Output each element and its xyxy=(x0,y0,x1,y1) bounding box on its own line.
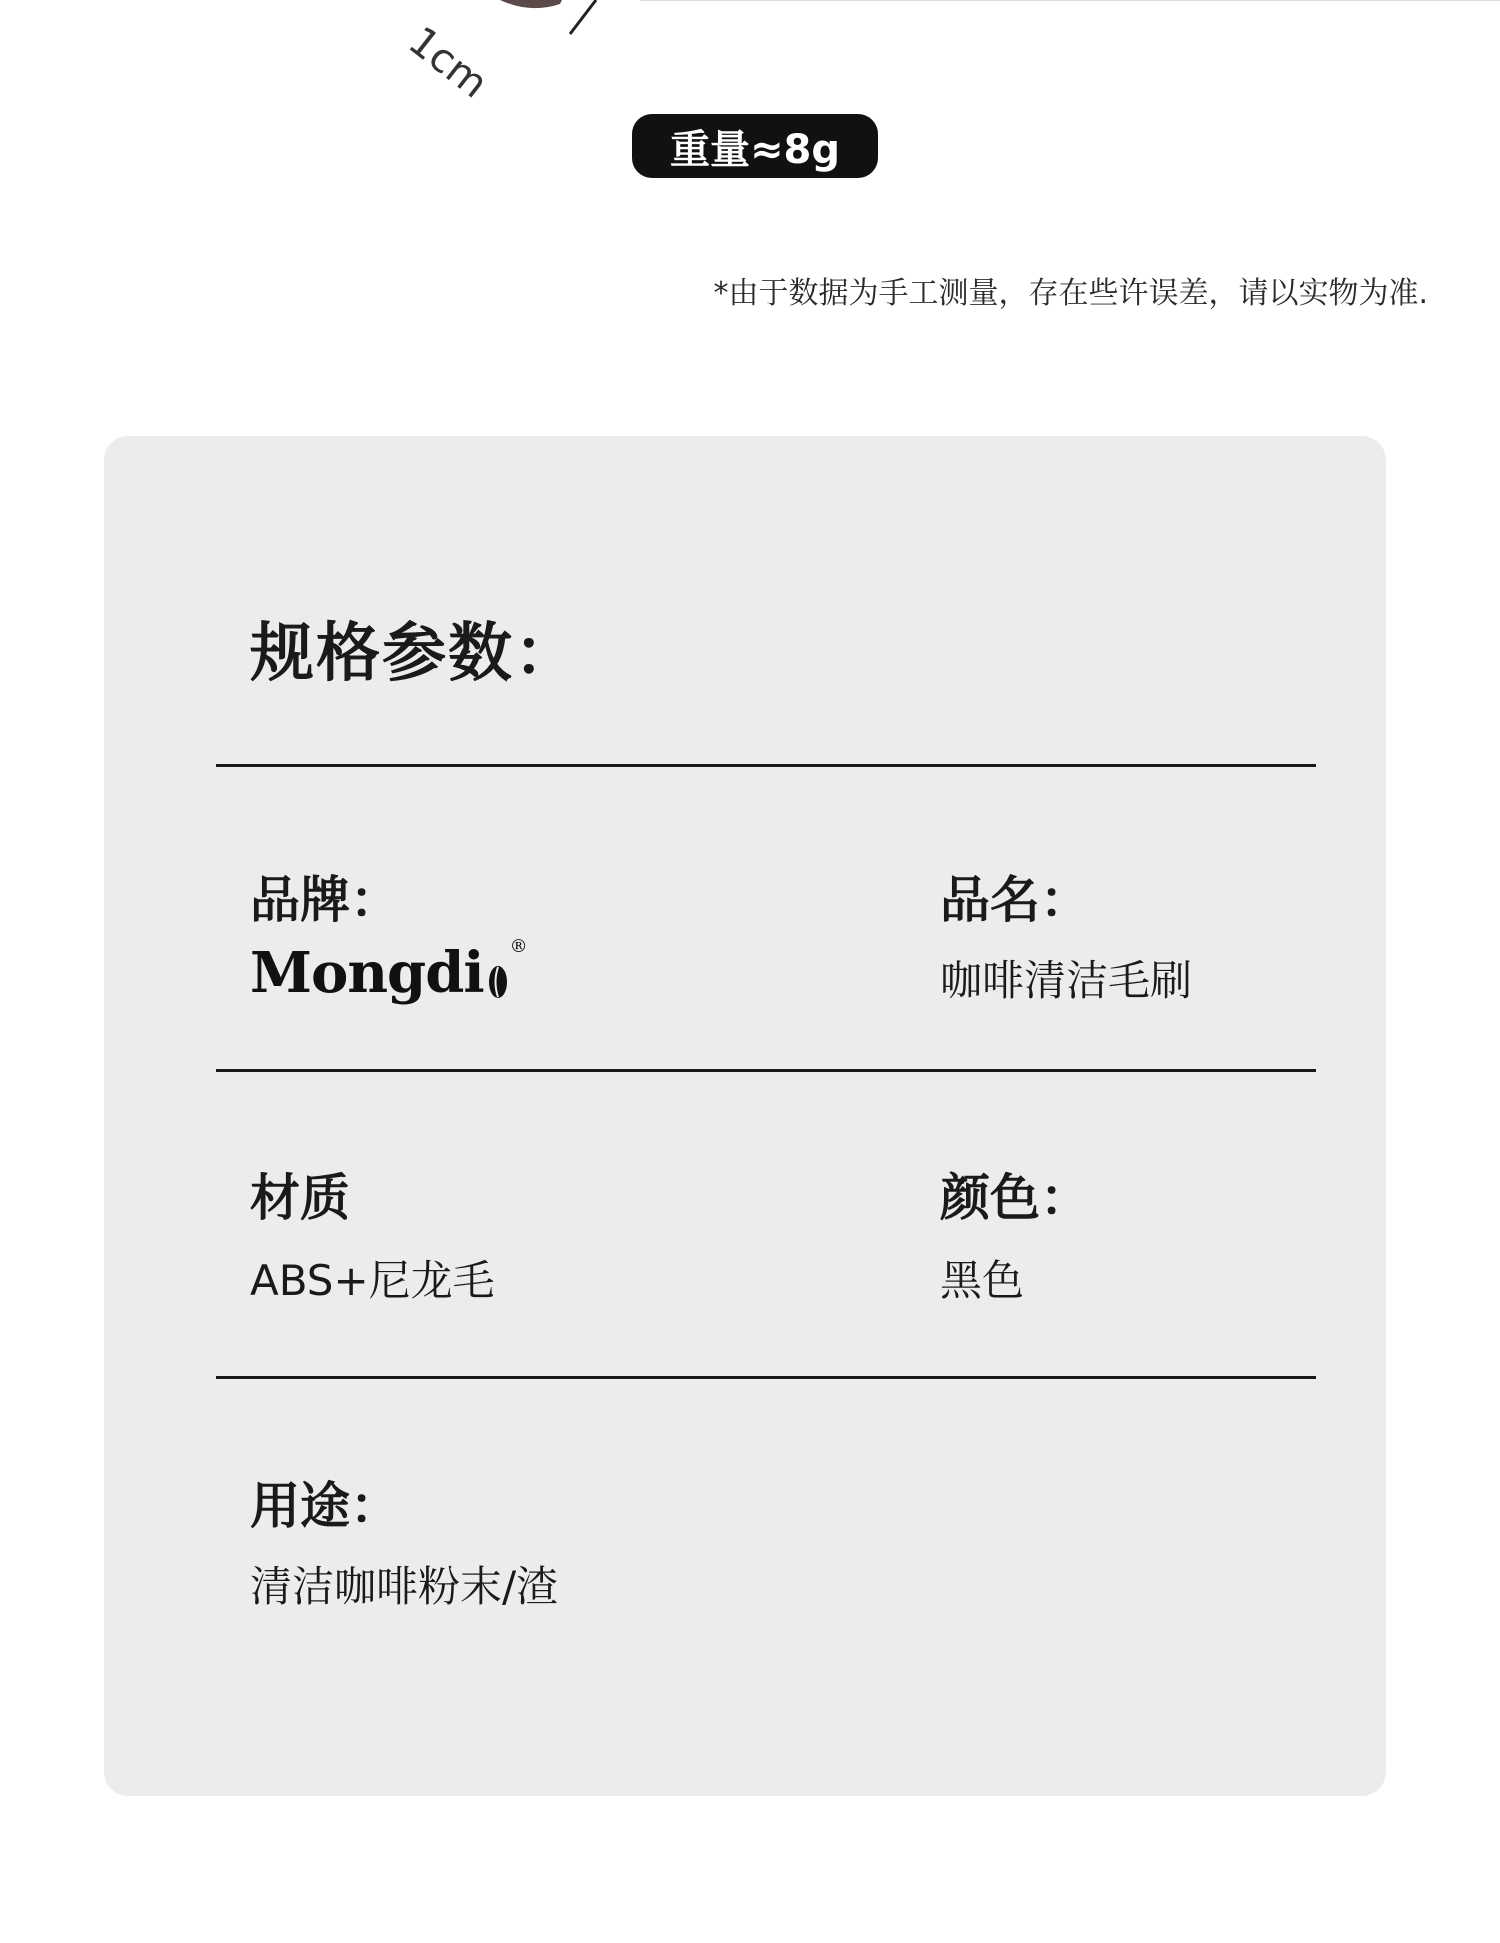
product-name-label: 品名： xyxy=(940,871,1090,929)
divider xyxy=(216,764,1316,767)
weight-badge: 重量≈8g xyxy=(632,114,878,178)
measurement-line-graphic xyxy=(0,0,1500,120)
material-label: 材质 xyxy=(250,1169,350,1227)
color-value: 黑色 xyxy=(940,1256,1025,1305)
dimension-label: 1cm xyxy=(399,18,497,108)
brand-logo-text: Mongdi xyxy=(250,940,484,1006)
coffee-bean-icon xyxy=(488,964,508,1000)
divider xyxy=(216,1069,1316,1072)
usage-value: 清洁咖啡粉末/渣 xyxy=(250,1562,559,1611)
brand-logo xyxy=(250,936,527,1006)
usage-label: 用途： xyxy=(250,1477,400,1535)
divider xyxy=(216,1376,1316,1379)
measurement-disclaimer: *由于数据为手工测量，存在些许误差，请以实物为准. xyxy=(713,276,1428,311)
spec-title: 规格参数： xyxy=(250,617,580,691)
color-label: 颜色： xyxy=(940,1169,1090,1227)
product-dimension-graphic xyxy=(0,0,1500,120)
product-name-value: 咖啡清洁毛刷 xyxy=(940,956,1193,1005)
material-value: ABS+尼龙毛 xyxy=(250,1256,495,1305)
brush-edge-shape xyxy=(500,0,562,8)
measurement-line xyxy=(570,0,596,34)
registered-mark: ® xyxy=(509,936,527,957)
brand-label: 品牌： xyxy=(250,871,400,929)
spec-card xyxy=(104,436,1386,1796)
